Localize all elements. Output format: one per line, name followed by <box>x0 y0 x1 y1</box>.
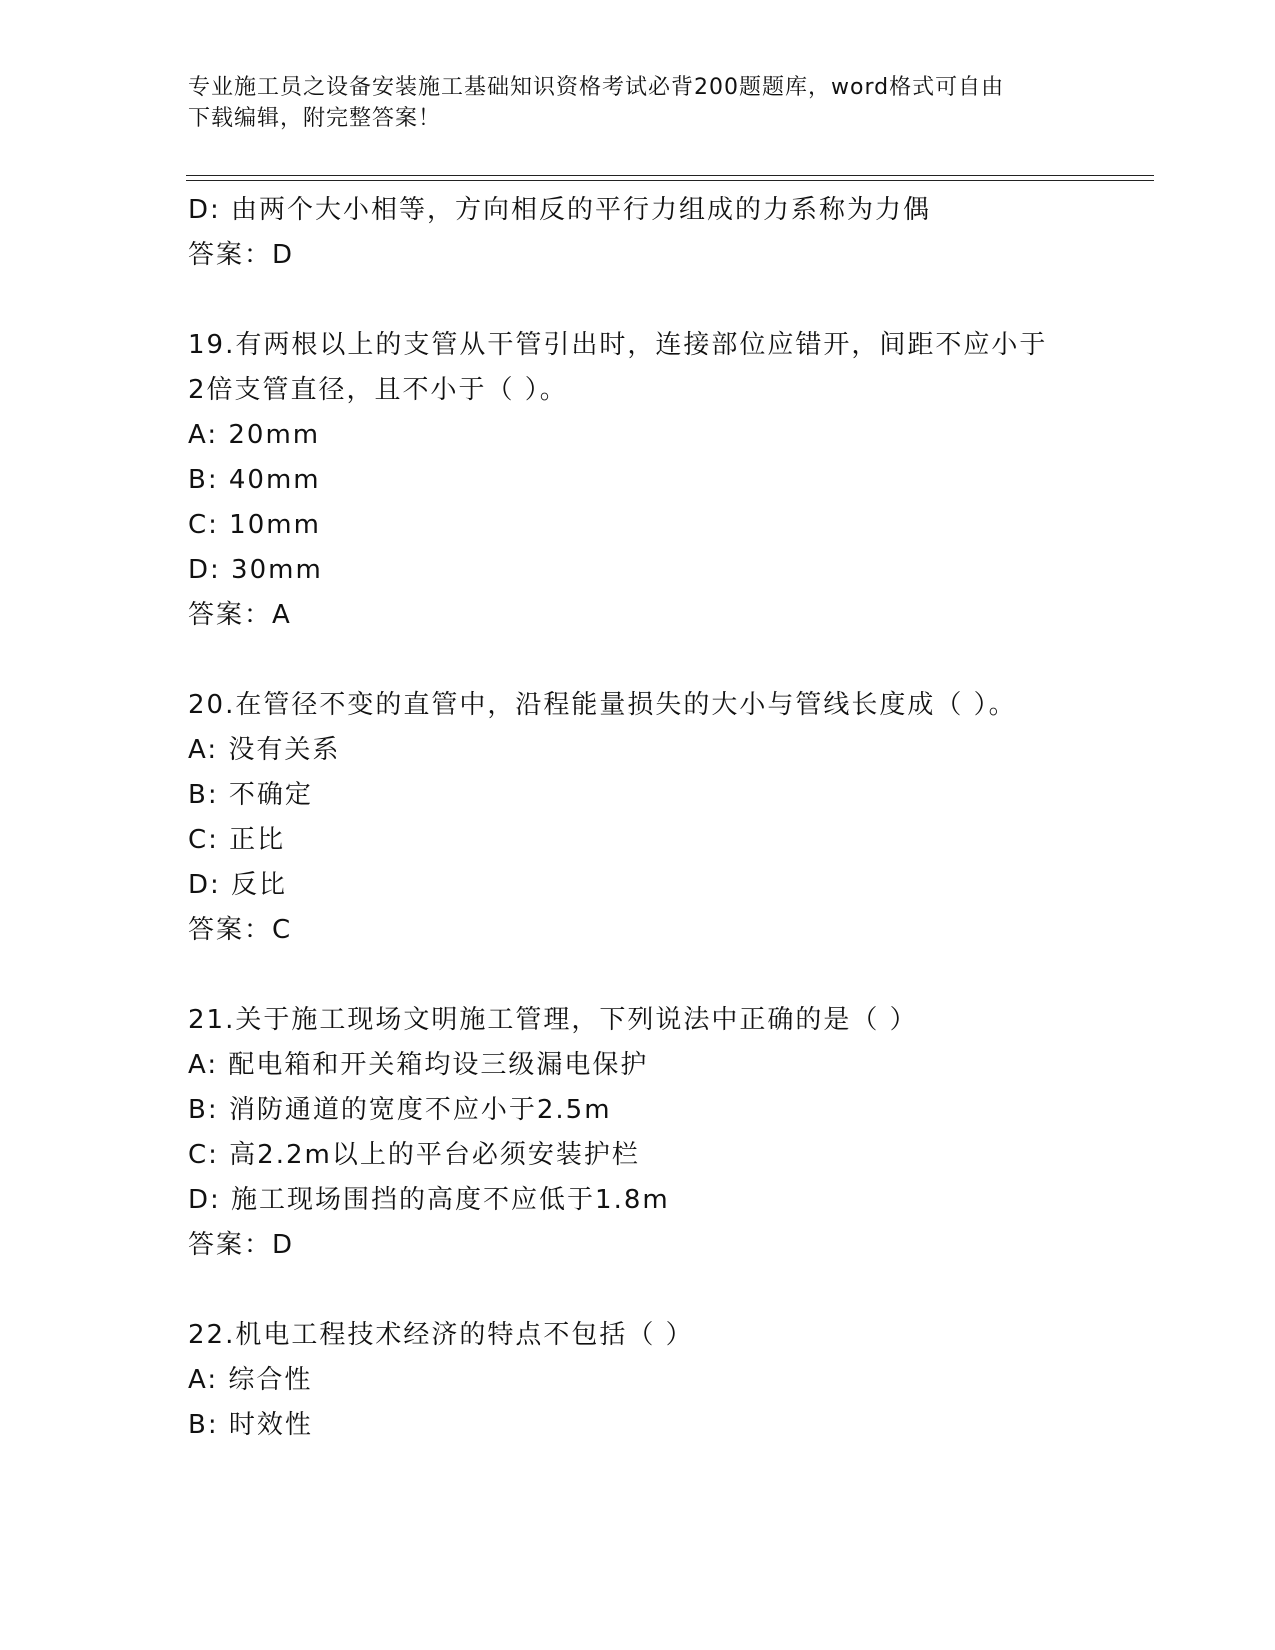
option-line: A: 配电箱和开关箱均设三级漏电保护 <box>188 1050 649 1080</box>
question-text: 22.机电工程技术经济的特点不包括（ ） <box>188 1320 694 1350</box>
option-line: C: 10mm <box>188 510 321 540</box>
question-text: 20.在管径不变的直管中，沿程能量损失的大小与管线长度成（ ）。 <box>188 690 1017 720</box>
option-line: D: 由两个大小相等，方向相反的平行力组成的力系称为力偶 <box>188 195 932 225</box>
option-line: D: 反比 <box>188 870 288 900</box>
option-line: A: 没有关系 <box>188 735 341 765</box>
question-text: 19.有两根以上的支管从干管引出时，连接部位应错开，间距不应小于 <box>188 330 1048 360</box>
spacer <box>188 953 1148 998</box>
option-line: C: 高2.2m以上的平台必须安装护栏 <box>188 1140 640 1170</box>
question-text: 21.关于施工现场文明施工管理，下列说法中正确的是（ ） <box>188 1005 918 1035</box>
spacer <box>188 1268 1148 1313</box>
answer-line: 答案：D <box>188 240 295 270</box>
option-line: D: 30mm <box>188 555 323 585</box>
question-list <box>188 188 1148 1448</box>
document-header <box>188 72 1088 134</box>
header-rule-bottom <box>186 180 1154 181</box>
option-line: D: 施工现场围挡的高度不应低于1.8m <box>188 1185 670 1215</box>
option-line: A: 20mm <box>188 420 321 450</box>
option-line: B: 消防通道的宽度不应小于2.5m <box>188 1095 612 1125</box>
answer-line: 答案：A <box>188 600 292 630</box>
option-line: B: 不确定 <box>188 780 313 810</box>
answer-line: 答案：D <box>188 1230 295 1260</box>
option-line: B: 40mm <box>188 465 321 495</box>
answer-line: 答案：C <box>188 915 293 945</box>
header-line-2: 下载编辑，附完整答案！ <box>188 106 442 131</box>
header-rule-top <box>186 175 1154 176</box>
spacer <box>188 638 1148 683</box>
option-line: B: 时效性 <box>188 1410 313 1440</box>
question-text: 2倍支管直径，且不小于（ ）。 <box>188 375 568 405</box>
spacer <box>188 278 1148 323</box>
header-line-1: 专业施工员之设备安装施工基础知识资格考试必背200题题库，word格式可自由 <box>188 75 1005 100</box>
option-line: A: 综合性 <box>188 1365 313 1395</box>
option-line: C: 正比 <box>188 825 286 855</box>
